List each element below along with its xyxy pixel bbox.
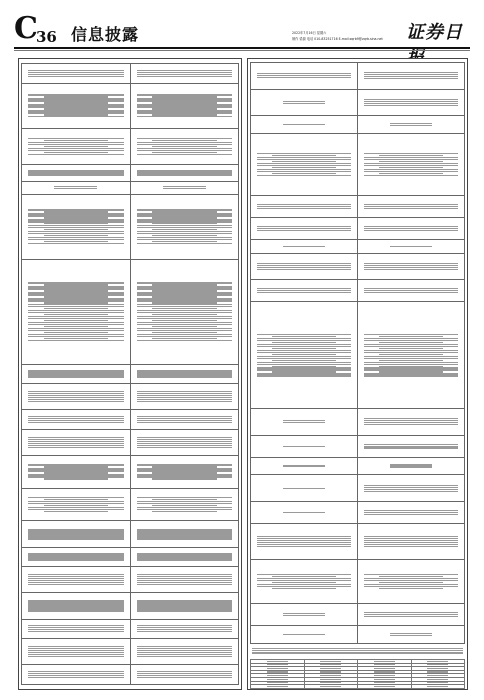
text-line [427,682,448,683]
text-line [364,175,458,176]
text-line [28,656,124,657]
text-line [257,208,351,209]
row-content-cell [358,302,465,408]
text-line [28,154,124,155]
text-line [427,686,448,687]
row-content-cell [358,196,465,218]
row-content-cell [358,457,465,475]
text-line [137,422,233,423]
text-line [427,668,448,669]
row-content-cell [130,364,239,384]
row-label-cell [251,502,358,524]
text-line [163,188,206,189]
row-content-cell [130,547,239,567]
row-label-cell [251,626,358,644]
text-line [257,77,351,78]
row-label-cell [251,457,358,475]
row-label-cell [251,89,358,116]
text-line [283,103,325,104]
row-content-cell [130,165,239,181]
text-line [364,105,458,106]
table-row [22,410,239,430]
text-line [28,76,124,77]
text-line [283,422,325,423]
text-line [283,246,325,247]
text-line [257,175,351,176]
text-line [283,465,325,466]
summary-cell [251,685,305,689]
text-line [364,424,458,425]
row-content-cell [130,593,239,619]
section-title: 信息披露 [71,25,140,44]
text-line [28,610,124,611]
text-line [427,671,448,672]
row-label-cell [251,604,358,626]
row-label-cell [251,116,358,134]
contact-line: 制作 梁源 电话 010-83251716 E-mail:zqrb9@zqrb.sina.net [292,37,383,41]
text-line [390,635,432,636]
text-line [152,478,217,479]
row-label-cell [251,253,358,280]
text-line [28,243,124,244]
text-line [257,292,351,293]
table-row [22,194,239,259]
table-row [251,559,465,603]
text-line [374,679,395,680]
row-label-cell [22,567,131,593]
row-content-cell [130,194,239,259]
text-line [427,679,448,680]
row-content-cell [358,502,465,524]
table-row [251,475,465,502]
right-table [250,62,465,644]
notes-block [250,647,465,657]
text-line [320,679,341,680]
row-content-cell [358,626,465,644]
text-line [427,664,448,665]
row-label-cell [22,83,131,129]
row-content-cell [130,639,239,665]
note-line [252,652,463,653]
table-row [251,280,465,302]
left-table [21,63,239,685]
table-row [22,547,239,567]
row-label-cell [251,408,358,435]
left-disclosure-table [21,63,239,685]
row-label-cell [22,181,131,194]
row-content-cell [130,384,239,410]
row-label-cell [22,260,131,365]
row-label-cell [251,559,358,603]
text-line [267,668,288,669]
row-label-cell [22,521,131,547]
text-line [364,269,458,270]
text-line [28,401,124,402]
text-line [267,675,288,676]
table-row [22,384,239,410]
row-content-cell [358,218,465,240]
header-rule-thin [14,50,470,51]
text-line [390,125,432,126]
table-row [22,488,239,521]
row-label-cell [22,64,131,84]
text-line [267,679,288,680]
text-line [374,682,395,683]
row-label-cell [22,430,131,456]
row-label-cell [251,133,358,195]
table-row [22,64,239,84]
text-line [44,478,109,479]
table-row [251,89,465,116]
header-rule [14,47,470,49]
text-line [137,584,233,585]
page-number: 36 [36,28,57,46]
summary-cell [304,685,358,689]
row-content-cell [358,63,465,90]
row-content-cell [358,524,465,559]
table-row [251,457,465,475]
text-line [374,664,395,665]
text-line [137,154,233,155]
text-line [137,340,233,341]
text-line [364,375,458,376]
text-line [267,686,288,687]
text-line [267,661,288,662]
row-label-cell [22,547,131,567]
text-line [364,616,458,617]
text-line [320,664,341,665]
text-line [54,188,97,189]
text-line [364,230,458,231]
row-label-cell [251,240,358,253]
text-line [257,230,351,231]
table-row [22,364,239,384]
row-content-cell [358,559,465,603]
row-content-cell [358,475,465,502]
text-line [137,243,233,244]
row-label-cell [22,639,131,665]
text-line [374,668,395,669]
table-row [251,604,465,626]
row-label-cell [251,218,358,240]
left-column [18,58,242,690]
row-label-cell [251,524,358,559]
text-line [320,686,341,687]
table-row [251,240,465,253]
row-content-cell [358,435,465,457]
text-line [137,677,233,678]
note-line [252,650,463,651]
text-line [320,661,341,662]
text-line [364,78,458,79]
text-line [320,675,341,676]
row-label-cell [22,194,131,259]
text-line [137,376,233,377]
row-label-cell [22,364,131,384]
text-line [28,340,124,341]
text-line [137,559,233,560]
table-row [22,181,239,194]
row-content-cell [358,408,465,435]
table-row [22,129,239,165]
text-line [44,511,109,512]
summary-cell [411,685,465,689]
text-line [137,174,233,175]
text-line [28,677,124,678]
row-content-cell [130,129,239,165]
table-row [22,639,239,665]
row-content-cell [130,260,239,365]
row-content-cell [130,665,239,685]
row-content-cell [130,64,239,84]
text-line [28,376,124,377]
text-line [272,588,336,589]
table-row [251,408,465,435]
text-line [137,116,233,117]
table-row [22,521,239,547]
text-line [283,488,325,489]
text-line [152,511,217,512]
text-line [374,671,395,672]
table-row [22,665,239,685]
text-line [364,292,458,293]
row-content-cell [130,521,239,547]
page-header [14,11,470,46]
row-content-cell [130,410,239,430]
row-label-cell [22,456,131,489]
text-line [364,208,458,209]
row-label-cell [251,302,358,408]
table-row [251,116,465,134]
text-line [137,401,233,402]
table-row [22,83,239,129]
text-line [320,682,341,683]
right-column [247,58,468,690]
row-label-cell [251,196,358,218]
text-line [137,76,233,77]
text-line [283,446,325,447]
text-line [28,538,124,539]
note-line [252,648,463,649]
row-content-cell [130,456,239,489]
text-line [427,661,448,662]
row-label-cell [22,410,131,430]
row-content-cell [130,488,239,521]
row-content-cell [358,253,465,280]
table-row [251,218,465,240]
summary-table [250,659,465,685]
text-line [364,546,458,547]
table-row [251,626,465,644]
text-line [28,584,124,585]
row-label-cell [22,384,131,410]
right-disclosure-table [250,62,465,644]
dateline: 2022年7月16日 星期六 [292,31,327,35]
text-line [28,631,124,632]
row-label-cell [22,129,131,165]
row-content-cell [130,567,239,593]
table-row [22,619,239,639]
row-content-cell [358,280,465,302]
row-label-cell [251,63,358,90]
text-line [390,466,432,467]
text-line [137,538,233,539]
table-row [251,502,465,524]
table-row [251,435,465,457]
text-line [137,447,233,448]
row-content-cell [130,181,239,194]
table-row [22,430,239,456]
row-label-cell [251,435,358,457]
row-label-cell [22,488,131,521]
text-line [267,671,288,672]
table-row [251,302,465,408]
row-label-cell [22,593,131,619]
text-line [374,675,395,676]
table-row [251,133,465,195]
table-row [251,63,465,90]
text-line [283,512,325,513]
table-row [22,567,239,593]
text-line [137,631,233,632]
table-row [22,165,239,181]
text-line [28,559,124,560]
row-content-cell [358,116,465,134]
text-line [390,246,432,247]
text-line [267,664,288,665]
table-row [251,253,465,280]
row-label-cell [22,619,131,639]
text-line [267,682,288,683]
row-content-cell [358,604,465,626]
table-row [251,524,465,559]
row-content-cell [358,89,465,116]
table-row [22,456,239,489]
row-label-cell [22,665,131,685]
text-line [257,269,351,270]
row-content-cell [130,83,239,129]
row-content-cell [358,133,465,195]
text-line [28,116,124,117]
row-label-cell [22,165,131,181]
table-row [251,196,465,218]
table-row [22,260,239,365]
text-line [28,174,124,175]
text-line [427,675,448,676]
table-row [22,593,239,619]
newspaper-logo: 证券日 [406,22,463,43]
text-line [364,514,458,515]
row-label-cell [251,475,358,502]
summary-row [251,685,465,689]
text-line [283,634,325,635]
row-content-cell [130,430,239,456]
text-line [374,686,395,687]
summary-table-grid [250,659,465,689]
text-line [320,671,341,672]
summary-cell [358,685,412,689]
row-label-cell [251,280,358,302]
row-content-cell [130,619,239,639]
text-line [364,447,458,448]
text-line [364,491,458,492]
row-content-cell [358,240,465,253]
text-line [137,610,233,611]
text-line [379,588,443,589]
text-line [283,124,325,125]
text-line [137,656,233,657]
text-line [257,375,351,376]
text-line [374,661,395,662]
text-line [257,546,351,547]
text-line [28,447,124,448]
section-letter: C [14,11,37,46]
text-line [320,668,341,669]
text-line [28,422,124,423]
text-line [283,615,325,616]
